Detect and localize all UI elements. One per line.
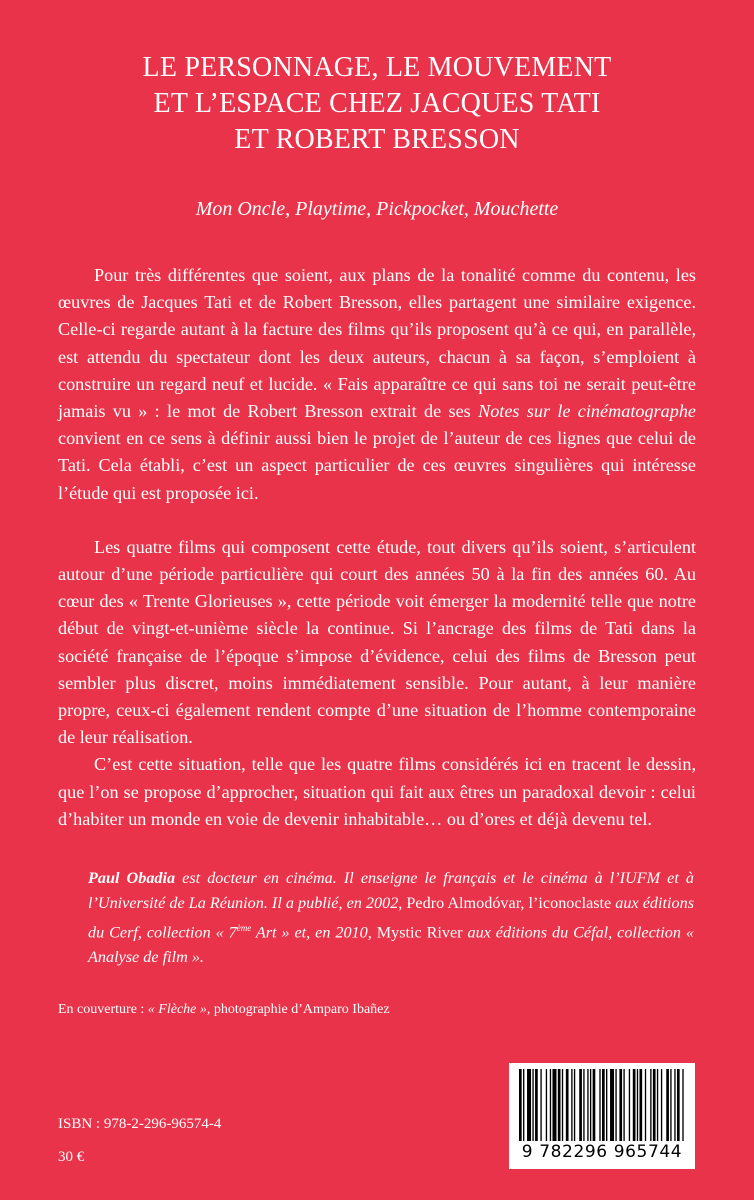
book-title bbox=[60, 50, 694, 158]
barcode-icon bbox=[519, 1069, 685, 1143]
blurb-paragraph-1: Pour très différentes que soient, aux plans de la tonalité comme du contenu, les œuvres de Jacques Tati et de Robert Bresson, elles partagent une similaire exigence. Celle-ci regarde autant à la facture des films qu’ils proposent qu’à ce qui, en parallèle, est attendu du spectateur dont les deux auteurs, chacun à sa façon, s’emploient à construire un regard neuf et lucide. « Fais apparaître ce qui sans toi ne serait peut-être jamais vu » : le mot de Robert Bresson extrait de ses Notes sur le cinématographe convient en ce sens à définir aussi bien le projet de l’auteur de ces lignes que celui de Tati. Cela établi, c’est un aspect particulier de ces œuvres singulières qui intéresse l’étude qui est proposée ici. bbox=[58, 265, 696, 503]
price: 30 € bbox=[58, 1149, 85, 1165]
book-reference: Pedro Almodóvar, l’iconoclaste bbox=[406, 894, 612, 912]
cited-work: Notes sur le cinématographe bbox=[478, 401, 696, 422]
isbn: ISBN : 978-2-296-96574-4 bbox=[58, 1116, 222, 1132]
barcode bbox=[509, 1063, 695, 1169]
book-title-line: ET L’ESPACE CHEZ JACQUES TATI bbox=[153, 88, 601, 119]
blurb bbox=[58, 262, 696, 833]
book-title-line: LE PERSONNAGE, LE MOUVEMENT bbox=[142, 52, 612, 83]
author-name: Paul Obadia bbox=[88, 869, 176, 887]
book-reference: Mystic River bbox=[376, 923, 463, 942]
blurb-paragraph-2: Les quatre films qui composent cette étude, tout divers qu’ils soient, s’articulent autour d’une période particulière qui court des années 50 à la fin des années 60. Au cœur des « Trente Glorieuses », cette période voit émerger la modernité telle que notre début de vingt-et-unième siècle la continue. Si l’ancrage des films de Tati dans la société française de l’époque s’impose d’évidence, celui des films de Bresson peut sembler plus discret, moins immédiatement sensible. Pour autant, à leur manière propre, ceux-ci également rendent compte d’une situation de l’homme contemporaine de leur réalisation. bbox=[58, 536, 696, 748]
author-bio: Paul Obadia est docteur en cinéma. Il enseigne le français et le cinéma à l’IUFM et à l’Université de La Réunion. Il a publié, en 2002, Pedro Almodóvar, l’iconoclaste aux éditions du Cerf, collection « 7ème Art » et, en 2010, Mystic River aux éditions du Céfal, collection « Analyse de film ». bbox=[88, 869, 695, 967]
book-title-line: ET ROBERT BRESSON bbox=[234, 124, 520, 155]
barcode-digits: 9 782296 965744 bbox=[521, 1142, 683, 1162]
blurb-paragraph-3: C’est cette situation, telle que les quatre films considérés ici en tracent le dessin, que l’on se propose d’approcher, situation qui fait aux êtres un paradoxal devoir : celui d’habiter un monde en voie de devenir inhabitable… ou d’ores et déjà devenu tel. bbox=[58, 754, 696, 829]
cover-credit: En couverture : « Flèche », photographie d’Amparo Ibañez bbox=[58, 1002, 390, 1017]
book-subtitle: Mon Oncle, Playtime, Pickpocket, Mouchette bbox=[195, 198, 559, 220]
